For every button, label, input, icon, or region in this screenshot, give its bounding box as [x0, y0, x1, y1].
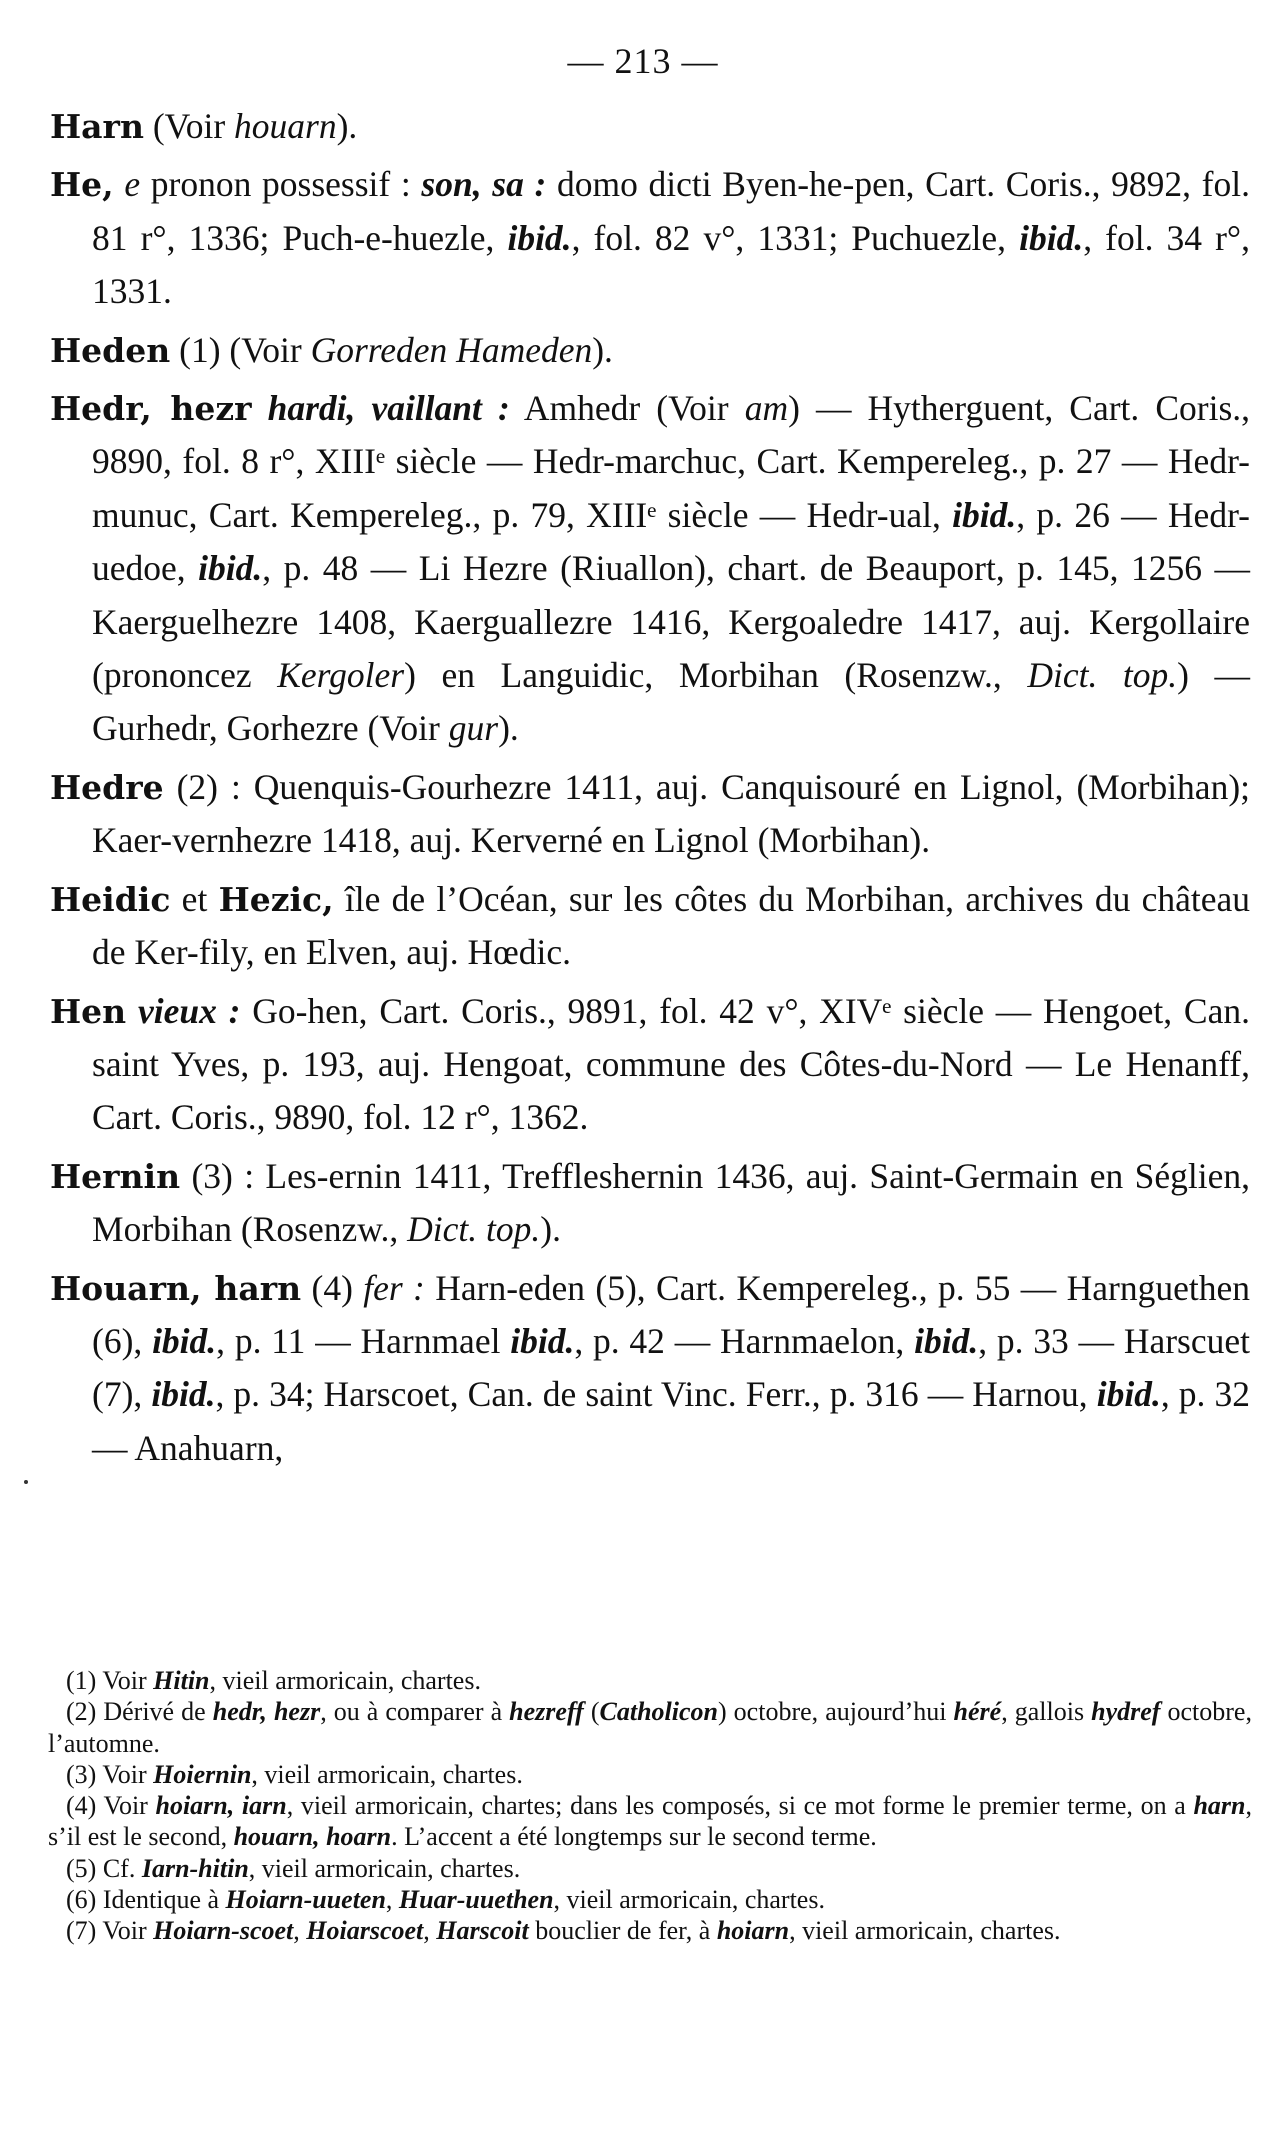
text-run: octobre, l’automne.: [48, 1697, 1252, 1758]
dictionary-entry: [50, 158, 1250, 318]
footnote: [48, 1696, 1252, 1759]
text-run: pronon possessif :: [140, 164, 422, 205]
text-run: héré: [953, 1697, 1002, 1727]
text-run: bouclier de fer, à: [528, 1916, 717, 1946]
text-run: , gallois: [1001, 1697, 1092, 1727]
footnotes: [48, 1665, 1252, 1947]
footnote: [48, 1790, 1252, 1853]
text-run: (4) Voir: [66, 1791, 156, 1821]
text-run: fer :: [363, 1267, 425, 1308]
text-run: Hitin: [153, 1666, 210, 1695]
text-run: (1) Voir: [66, 1666, 154, 1695]
text-run: (2) : Quenquis-Gourhezre 1411, auj. Canquisouré en Lignol, (Morbihan); Kaer-vernhezre 1418, auj. Kerverné en Lignol (Morbihan).: [92, 766, 1250, 861]
text-run: Kergoler: [277, 655, 405, 696]
headword: Hen: [50, 991, 127, 1031]
text-run: Gorreden Hameden: [310, 329, 593, 370]
text-run: , p. 26 — Hedr-uedoe,: [92, 494, 1251, 589]
text-run: Huar-uuethen: [398, 1885, 554, 1915]
text-run: (3) Voir: [66, 1759, 154, 1789]
text-run: , p. 42 — Harnmaelon,: [574, 1320, 915, 1361]
text-run: (3) : Les-ernin 1411, Treffleshernin 1436, auj. Saint-Germain en Séglien, Morbihan (Rosenzw.,: [92, 1155, 1250, 1250]
dictionary-entry: [50, 1150, 1250, 1257]
text-run: vieux :: [137, 990, 241, 1031]
text-run: , s’il est le second,: [48, 1791, 1252, 1852]
text-run: hydref: [1091, 1697, 1161, 1727]
text-run: . L’accent a été longtemps sur le second terme.: [391, 1822, 877, 1852]
text-run: houarn: [234, 106, 337, 146]
text-run: et: [170, 878, 219, 919]
text-run: gur: [448, 708, 499, 749]
footnote: [48, 1665, 1252, 1696]
dictionary-entry: [50, 761, 1250, 868]
text-run: hoiarn, iarn: [155, 1791, 287, 1821]
headword: Houarn, harn: [50, 1268, 302, 1308]
headword: Hernin: [50, 1156, 181, 1196]
text-run: ).: [592, 329, 613, 370]
text-run: ).: [498, 708, 519, 749]
text-run: Harscoit: [436, 1916, 529, 1946]
text-run: ,: [423, 1916, 437, 1946]
text-run: [126, 991, 138, 1031]
text-run: (7) Voir: [66, 1916, 154, 1946]
text-run: hoiarn: [716, 1916, 790, 1946]
text-run: ibid.: [151, 1374, 216, 1415]
text-run: (5) Cf.: [66, 1853, 142, 1883]
headword: Heden: [50, 330, 171, 370]
text-run: , p. 33 — Harscuet (7),: [92, 1320, 1250, 1415]
text-run: houarn, hoarn: [233, 1822, 392, 1852]
text-run: , vieil armoricain, chartes.: [209, 1666, 481, 1695]
text-run: (Voir: [143, 106, 235, 146]
dictionary-entry: [50, 873, 1250, 980]
text-run: ).: [540, 1209, 561, 1250]
text-run: , fol. 34 r°, 1331.: [92, 217, 1251, 312]
text-run: hedr, hezr: [212, 1697, 321, 1727]
footnote: [48, 1759, 1252, 1790]
dictionary-entry: [50, 985, 1250, 1145]
text-run: son, sa :: [421, 164, 547, 205]
text-run: (2) Dérivé de: [66, 1697, 213, 1727]
text-run: Hoiarn-uueten: [225, 1885, 386, 1915]
text-run: ibid.: [152, 1320, 217, 1361]
text-run: île de l’Océan, sur les côtes du Morbihan, archives du château de Ker-fily, en Elven, auj. Hœdic.: [92, 878, 1251, 973]
margin-speck: [24, 1480, 28, 1484]
text-run: Dict. top.: [407, 1209, 541, 1250]
text-run: am: [744, 388, 789, 429]
text-run: ) — Hytherguent, Cart. Coris., 9890, fol. 8 r°, XIIIᵉ siècle — Hedr-marchuc, Cart. Kempereleg., p. 27 — Hedr-munuc, Cart. Kempereleg., p. 79, XIIIᵉ siècle — Hedr-ual,: [92, 388, 1251, 535]
text-run: Hoiarn-scoet: [153, 1916, 294, 1946]
text-run: (1) (Voir: [170, 329, 311, 370]
text-run: e: [124, 164, 141, 205]
headword: He,: [50, 165, 114, 205]
text-run: (: [583, 1697, 600, 1727]
text-run: , p. 11 — Harnmael: [216, 1320, 511, 1361]
text-run: (6) Identique à: [66, 1885, 226, 1915]
text-run: ibid.: [510, 1320, 575, 1361]
footnote: [48, 1853, 1252, 1884]
text-run: hezreff: [509, 1697, 584, 1727]
text-run: ,: [385, 1885, 399, 1915]
text-run: [252, 388, 268, 428]
text-run: ) en Languidic, Morbihan (Rosenzw.,: [404, 655, 1028, 696]
text-run: Harn-eden (5), Cart. Kempereleg., p. 55 — Harnguethen (6),: [92, 1267, 1250, 1361]
text-run: (4): [301, 1267, 364, 1308]
dictionary-entry: [50, 100, 1250, 153]
text-run: , vieil armoricain, chartes; dans les composés, si ce mot forme le premier terme, on a: [286, 1791, 1194, 1821]
text-run: , vieil armoricain, chartes.: [248, 1853, 521, 1883]
text-run: ).: [336, 106, 358, 146]
text-run: Amhedr (Voir: [509, 388, 745, 429]
headword: Hedr, hezr: [50, 389, 252, 429]
text-run: , ou à comparer à: [320, 1697, 510, 1727]
headword: Hedre: [50, 767, 164, 807]
dictionary-entry: [50, 324, 1250, 377]
text-run: Iarn-hitin: [141, 1853, 249, 1883]
text-run: , p. 34; Harscoet, Can. de saint Vinc. Ferr., p. 316 — Harnou,: [215, 1374, 1097, 1415]
text-run: ibid.: [1019, 217, 1084, 258]
text-run: ibid.: [1096, 1374, 1161, 1415]
text-run: , vieil armoricain, chartes.: [789, 1916, 1061, 1946]
headword: Heidic: [50, 879, 171, 919]
page-number: — 213 —: [567, 41, 719, 81]
dictionary-entries: [50, 100, 1250, 1480]
text-run: ) octobre, aujourd’hui: [717, 1697, 954, 1727]
text-run: , vieil armoricain, chartes.: [553, 1885, 825, 1915]
text-run: ibid.: [952, 494, 1017, 535]
text-run: Go-hen, Cart. Coris., 9891, fol. 42 v°, XIVᵉ siècle — Hengoet, Can. saint Yves, p. 193, auj. Hengoat, commune des Côtes-du-Nord — Le Henanff, Cart. Coris., 9890, fol. 12 r°, 1362.: [92, 990, 1250, 1138]
text-run: [114, 164, 125, 204]
footnote: [48, 1884, 1252, 1915]
text-run: , fol. 82 v°, 1331; Puchuezle,: [571, 217, 1020, 258]
dictionary-entry: [50, 1262, 1250, 1476]
text-run: ibid.: [914, 1320, 979, 1361]
text-run: , p. 32 — Anahuarn,: [92, 1374, 1250, 1468]
text-run: Dict. top.: [1027, 655, 1178, 696]
text-run: , p. 48 — Li Hezre (Riuallon), chart. de Beauport, p. 145, 1256 — Kaerguelhezre 1408, Kaerguallezre 1416, Kergoaledre 1417, auj. Kergollaire (prononcez: [92, 548, 1251, 696]
text-run: Hoiarscoet: [306, 1916, 424, 1946]
headword: Hezic,: [218, 879, 334, 919]
footnote: [48, 1915, 1252, 1946]
text-run: domo dicti Byen-he-pen, Cart. Coris., 9892, fol. 81 r°, 1336; Puch-e-huezle,: [92, 164, 1250, 258]
text-run: harn: [1193, 1791, 1246, 1821]
text-run: , vieil armoricain, chartes.: [251, 1759, 523, 1789]
dictionary-entry: [50, 382, 1250, 756]
text-run: ) — Gurhedr, Gorhezre (Voir: [92, 655, 1251, 749]
headword: Harn: [50, 107, 144, 146]
text-run: ibid.: [198, 548, 263, 589]
text-run: ibid.: [507, 217, 572, 258]
text-run: hardi, vaillant :: [267, 388, 510, 429]
text-run: Hoiernin: [153, 1759, 252, 1789]
text-run: Catholicon: [599, 1697, 718, 1727]
text-run: ,: [293, 1916, 307, 1946]
